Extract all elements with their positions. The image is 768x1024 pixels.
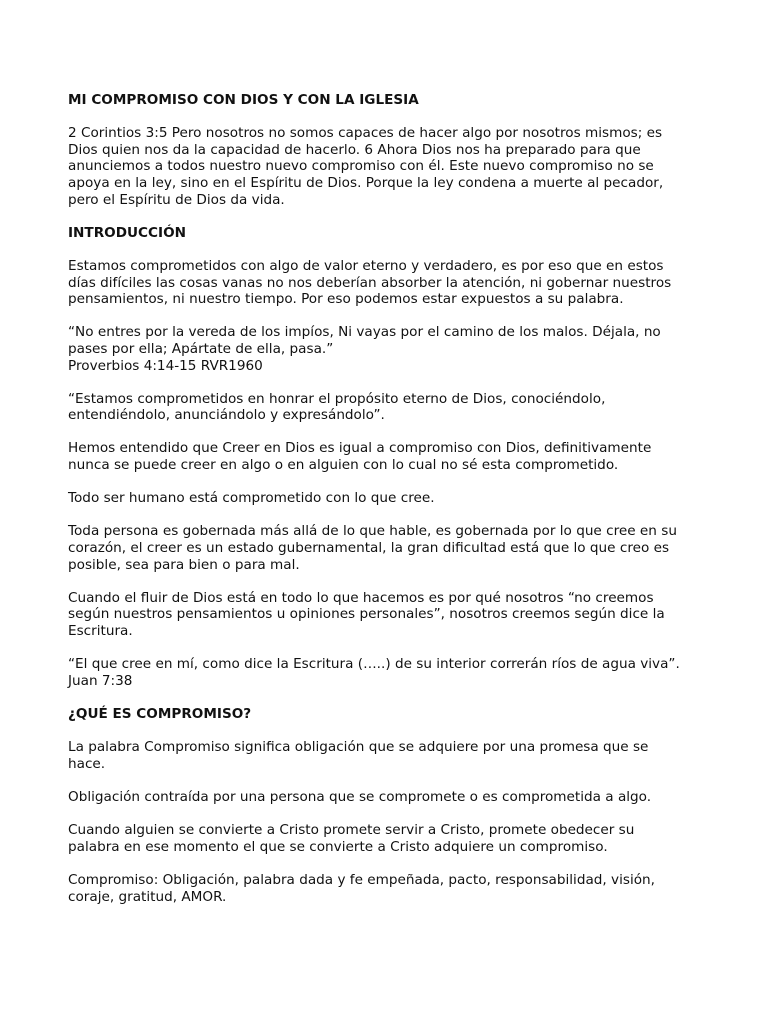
paragraph-9: La palabra Compromiso significa obligación que se adquiere por una promesa que se hace. [68, 739, 649, 772]
document-page [68, 92, 704, 922]
section-heading-introduccion: INTRODUCCIÓN [68, 224, 186, 241]
paragraph-5: Todo ser humano está comprometido con lo que cree. [68, 490, 435, 507]
paragraph-12: Compromiso: Obligación, palabra dada y fe empeñada, pacto, responsabilidad, visión, coraje, gratitud, AMOR. [68, 871, 655, 905]
paragraph-2: “No entres por la vereda de los impíos, Ni vayas por el camino de los malos. Déjala, no pases por ella; Apártate de ella, pasa.” Proverbios 4:14-15 RVR1960 [68, 324, 661, 374]
section-heading-que-es-compromiso: ¿QUÉ ES COMPROMISO? [68, 705, 252, 722]
paragraph-11: Cuando alguien se convierte a Cristo promete servir a Cristo, promete obedecer su palabra en ese momento el que se convierte a Cristo adquiere un compromiso. [68, 822, 635, 855]
paragraph-6: Toda persona es gobernada más allá de lo que hable, es gobernada por lo que cree en su corazón, el creer es un estado gubernamental, la gran dificultad está que lo que creo es posible, sea para bien o para mal. [68, 523, 677, 573]
paragraph-8: “El que cree en mí, como dice la Escritura (…..) de su interior correrán ríos de agua viva”. Juan 7:38 [68, 656, 680, 689]
paragraph-4: Hemos entendido que Creer en Dios es igual a compromiso con Dios, definitivamente nunca se puede creer en algo o en alguien con lo cual no sé esta comprometido. [68, 440, 652, 474]
paragraph-10: Obligación contraída por una persona que se compromete o es comprometida a algo. [68, 788, 652, 805]
paragraph-3: “Estamos comprometidos en honrar el propósito eterno de Dios, conociéndolo, entendiéndolo, anunciándolo y expresándolo”. [68, 390, 606, 424]
paragraph-7: Cuando el fluir de Dios está en todo lo que hacemos es por qué nosotros “no creemos según nuestros pensamientos u opiniones personales”, nosotros creemos según dice la Escritura. [68, 589, 665, 639]
paragraph-1: Estamos comprometidos con algo de valor eterno y verdadero, es por eso que en estos días difíciles las cosas vanas no nos deberían absorber la atención, ni gobernar nuestros pensamientos, ni nuestro tiempo. Por eso podemos estar expuestos a su palabra. [68, 257, 672, 308]
intro-verse-paragraph: 2 Corintios 3:5 Pero nosotros no somos capaces de hacer algo por nosotros mismos; es Dios quien nos da la capacidad de hacerlo. 6 Ahora Dios nos ha preparado para que anunciemos a todos nuestro nuevo compromiso con él. Este nuevo compromiso no se apoya en la ley, sino en el Espíritu de Dios. Porque la ley condena a muerte al pecador, pero el Espíritu de Dios da vida. [68, 125, 664, 208]
document-title: MI COMPROMISO CON DIOS Y CON LA IGLESIA [68, 92, 419, 108]
